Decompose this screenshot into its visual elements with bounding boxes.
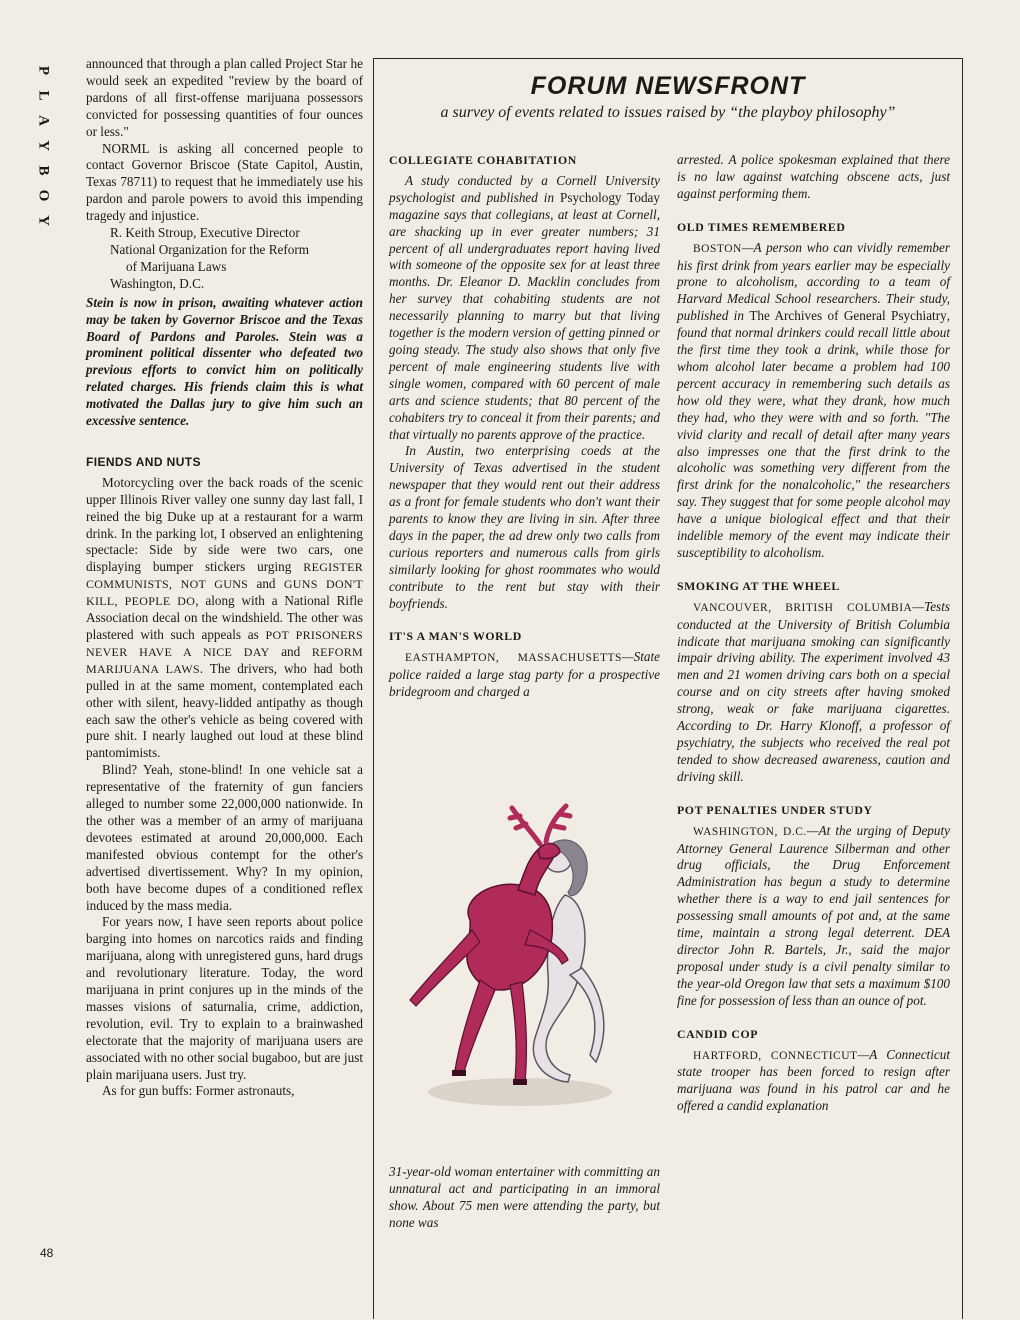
editor-note: Stein is now in prison, awaiting whatever action may be taken by Governor Briscoe and the Texas Board of Pardons and Paroles. Stein was a prominent political dissenter who defeated two previous efforts to convict him on politically related charges. His friends claim this is what motivated the Dallas jury to give him such an excessive sentence. [86, 294, 363, 429]
text-run: —Tests conducted at the University of British Columbia indicate that marijuana smoking can significantly impair driving ability. The experiment involved 43 men and 21 women driving cars both on a special course and on city streets after having smoked strong, weak or fake marijuana cigarettes. According to Dr. Harry Klonoff, a professor of psychiatry, the subjects who received the real pot tended to show decreased awareness, caution and driving skill. [677, 598, 950, 784]
news-paragraph [677, 823, 950, 1010]
news-heading: OLD TIMES REMEMBERED [677, 219, 846, 234]
forum-subtitle: a survey of events related to issues raised by “the playboy philosophy” [440, 104, 896, 121]
news-paragraph [677, 240, 950, 562]
text-run: —State police raided a large stag party for a prospective bridegroom and charged a [389, 649, 660, 700]
letter-signature: National Organization for the Reform [110, 241, 309, 257]
text-run: —A Connecticut state trooper has been forced to resign after marijuana was found in his patrol car and he offered a candid explanation [677, 1046, 950, 1114]
bumper-sticker-text: REGISTER COMMUNISTS, NOT GUNS [86, 560, 363, 592]
stag-hoof [513, 1079, 527, 1085]
text-run: , found that normal drinkers could recall little about the first time they took a drink, while those for whom alcohol later became a problem had 100 percent accuracy in remembering such details as how old they were, what they drank, how much they had, who they were with and so forth. "The vivid clarity and recall of detail after many years also impresses one that the first drink to the alcoholic was something very different from the first drink for the nonalcoholic," the researchers say. They suggest that for some people alcohol may have a unique biological effect and that their indelible memory of the event may indicate their susceptibility to alcoholism. [677, 308, 950, 560]
text-run: A study conducted by a Cornell University psychologist and published in [389, 172, 660, 205]
letter-paragraph: announced that through a plan called Project Star he would seek an expedited "review by the board of pardons of all first-offense marijuana possessors convicted for possessing quantities of four ounces or less." [86, 56, 363, 139]
illustration-caption-column [389, 1164, 660, 1232]
dateline: VANCOUVER, BRITISH COLUMBIA [693, 601, 913, 614]
text-run: . The drivers, who had both pulled in at the same moment, contemplated each other with silent, heavy-lidded antipathy as though each saw the other's vehicle as being covered with pure shit. I nearly laughed out loud at these blind pantomimists. [86, 660, 363, 761]
letter-paragraph: For years now, I have seen reports about police barging into homes on narcotics raids and finding marijuana, along with unregistered guns, hard drugs and revolutionary literature. Today, the word marijuana in print conjures up in the minds of the masses visions of saturnalia, crime, addiction, revolution, evil. Try to explain to a brainwashed electorate that the majority of marijuana users are associated with no other social bugaboo, but are just plain marijuana users. Just try. [86, 914, 363, 1082]
stag-hind-leg [510, 982, 526, 1081]
text-run: and [269, 643, 312, 659]
bumper-sticker-text: POT PRISONERS NEVER HAVE A NICE DAY [86, 628, 363, 659]
text-run: —A person who can vividly remember his first drink from years earlier may be especially prone to alcoholism, according to a team of Harvard Medical School researchers. Their study, published in [677, 239, 950, 324]
publication-name: Psychology Today [559, 189, 660, 205]
masthead-letter: Y [35, 140, 52, 151]
bumper-sticker-text: REFORM MARIJUANA LAWS [86, 644, 363, 676]
masthead-letter: Y [35, 215, 52, 226]
news-paragraph: In Austin, two enterprising coeds at the University of Texas advertised in the student newspaper that they would rent out their address as a front for female students who don't want their parents to know they are living in sin. After three days in the paper, the ad drew only two calls from curious reporters and numerous calls from girls similarly looking for ghost roommates who would contribute to the rent but stay with their boyfriends. [389, 443, 660, 611]
letter-signature: Washington, D.C. [110, 275, 205, 291]
text-run: magazine says that collegians, at least at Cornell, are shacking up in ever greater numbers; 31 percent of all undergraduates report having lived with someone of the opposite sex for at least three months. Dr. Eleanor D. Macklin concludes from her survey that cohabiting students are not necessarily planning to marry but that living together is the modern version of getting pinned or going steady. The study also shows that only five percent of male engineering students live with single women, compared with 60 percent of male arts and science students; that 80 percent of the cohabiters try to conceal it from their parents; and that virtually no parents approve of the practice. [389, 206, 660, 442]
letter-signature: of Marijuana Laws [126, 258, 227, 274]
masthead-letter: B [35, 165, 52, 176]
letter-paragraph [86, 475, 363, 762]
news-heading: COLLEGIATE COHABITATION [389, 153, 577, 167]
masthead-letter: O [35, 189, 52, 202]
bumper-sticker-text: GUNS DON'T KILL, PEOPLE DO [86, 577, 363, 609]
news-heading: SMOKING AT THE WHEEL [677, 578, 840, 593]
news-column-right [677, 152, 950, 1115]
masthead-letter: L [35, 90, 52, 101]
masthead-letter: P [35, 65, 52, 76]
letters-column [86, 56, 363, 1100]
letter-paragraph: Blind? Yeah, stone-blind! In one vehicle sat a representative of the fraternity of gun fanciers alleged to number some 22,000,000 nationwide. In the other was a member of an army of marijuana devotees estimated at around 20,000,000. Each manifested obvious contempt for the other's advertised divertissement. Why? In my opinion, both have become dupes of a conditioned reflex induced by the mass media. [86, 762, 363, 913]
page-number: 48 [40, 1246, 54, 1260]
dateline: HARTFORD, CONNECTICUT [693, 1049, 858, 1062]
news-paragraph [389, 173, 660, 444]
news-heading: CANDID COP [677, 1026, 759, 1041]
text-run: , along with a National Rifle Association decal on the windshield. The other was plastered with such appeals as [86, 593, 363, 642]
text-run: —At the urging of Deputy Attorney General Laurence Silberman and other drug officials, the Drug Enforcement Administration has begun a study to determine whether there is a way to end jail sentences for possessing small amounts of pot and, at the same time, maintain a strong legal deterrent. DEA director John R. Bartels, Jr., said the major proposal under study is a civil penalty similar to the year-old Oregon law that sets a maximum $100 fine for possession of less than an ounce of pot. [677, 822, 950, 1008]
news-paragraph: 31-year-old woman entertainer with committing an unnatural act and participating in an immoral show. About 75 men were attending the party, but none was [389, 1164, 660, 1230]
letter-paragraph: NORML is asking all concerned people to contact Governor Briscoe (State Capitol, Austin, Texas 78711) to request that he immediately use his pardon and parole powers to avoid this impending tragedy and injustice. [86, 140, 363, 224]
dateline: EASTHAMPTON, MASSACHUSETTS [405, 652, 622, 665]
letter-signature: R. Keith Stroup, Executive Director [110, 225, 300, 241]
dateline: WASHINGTON, D.C. [693, 825, 807, 838]
masthead-letter: A [35, 115, 52, 126]
stag-antlers [510, 806, 570, 844]
stag-hoof [452, 1070, 466, 1076]
forum-title: FORUM NEWSFRONT [530, 72, 806, 100]
letter-heading: FIENDS AND NUTS [86, 454, 201, 469]
news-paragraph [677, 599, 950, 786]
stag-and-woman-illustration [400, 800, 650, 1110]
text-run: and [248, 576, 284, 592]
text-run: Motorcycling over the back roads of the scenic upper Illinois River valley one sunny day last fall, I reined the big Duke up at a restaurant for a warm drink. In the parking lot, I observed an enlightening spectacle: Side by side were two cars, one displaying bumper stickers urging [86, 474, 363, 575]
news-heading: IT'S A MAN'S WORLD [389, 629, 522, 644]
stag-hind-leg [455, 980, 495, 1072]
magazine-masthead [32, 58, 54, 233]
letter-paragraph: As for gun buffs: Former astronauts, [102, 1083, 295, 1099]
news-heading: POT PENALTIES UNDER STUDY [677, 802, 873, 817]
news-paragraph: arrested. A police spokesman explained that there is no law against watching obscene acts, just against performing them. [677, 152, 950, 201]
news-column-left [389, 152, 660, 701]
publication-name: The Archives of General Psychiatry [749, 308, 947, 324]
news-paragraph [677, 1047, 950, 1116]
dateline: BOSTON [693, 242, 742, 255]
news-paragraph [389, 649, 660, 701]
